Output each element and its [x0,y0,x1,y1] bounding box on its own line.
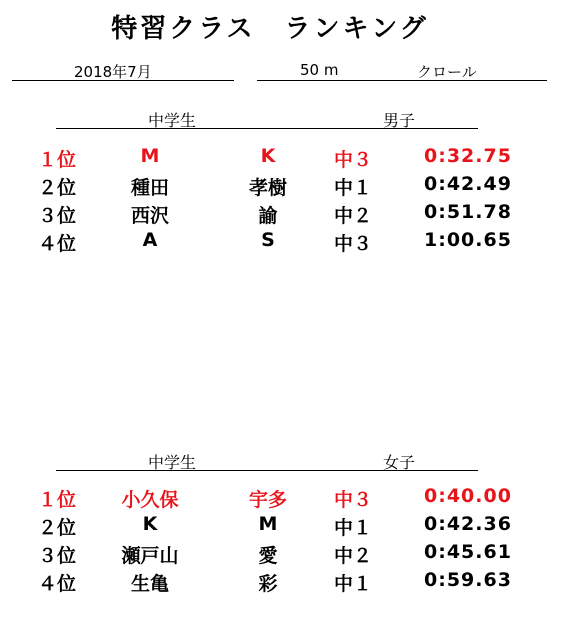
ranking-row: １位 M K 中３ 0:32.75 [38,145,512,171]
time-cell: 0:40.00 [424,485,512,507]
rank-cell: １位 [38,149,77,171]
stroke-label: クロール [417,63,477,81]
grade-cell: 中２ [334,205,373,227]
grade-cell: 中１ [334,573,373,595]
ranking-row: ４位 生亀 彩 中１ 0:59.63 [38,569,512,595]
time-cell: 0:51.78 [424,201,512,223]
period-underline [12,80,234,81]
page-title: 特習クラス ランキング [111,14,429,44]
section-gender: 女子 [383,453,416,472]
section-gender: 男子 [383,111,416,130]
ranking-row: ２位 種田 孝樹 中１ 0:42.49 [38,173,512,199]
time-cell: 0:59.63 [424,569,512,591]
grade-cell: 中２ [334,545,373,567]
section-underline [56,128,478,129]
time-cell: 0:42.36 [424,513,512,535]
section-category: 中学生 [148,111,197,130]
grade-cell: 中３ [334,489,373,511]
grade-cell: 中１ [334,517,373,539]
ranking-row: ３位 瀬戸山 愛 中２ 0:45.61 [38,541,512,567]
time-cell: 0:45.61 [424,541,512,563]
rank-cell: １位 [38,489,77,511]
grade-cell: 中３ [334,233,373,255]
time-cell: 1:00.65 [424,229,512,251]
time-cell: 0:32.75 [424,145,512,167]
ranking-row: ３位 西沢 諭 中２ 0:51.78 [38,201,512,227]
ranking-row: ４位 A S 中３ 1:00.65 [38,229,512,255]
rank-cell: ３位 [38,545,77,567]
distance-label: 50 m [300,61,339,79]
rank-cell: ４位 [38,233,77,255]
event-underline [257,80,547,81]
section-underline [56,470,478,471]
rank-cell: ３位 [38,205,77,227]
ranking-row: ２位 K M 中１ 0:42.36 [38,513,512,539]
rank-cell: ２位 [38,177,77,199]
rank-cell: ４位 [38,573,77,595]
section-category: 中学生 [148,453,197,472]
grade-cell: 中１ [334,177,373,199]
grade-cell: 中３ [334,149,373,171]
ranking-row: １位 小久保 宇多 中３ 0:40.00 [38,485,512,511]
rank-cell: ２位 [38,517,77,539]
time-cell: 0:42.49 [424,173,512,195]
period-label: 2018年7月 [74,63,152,81]
